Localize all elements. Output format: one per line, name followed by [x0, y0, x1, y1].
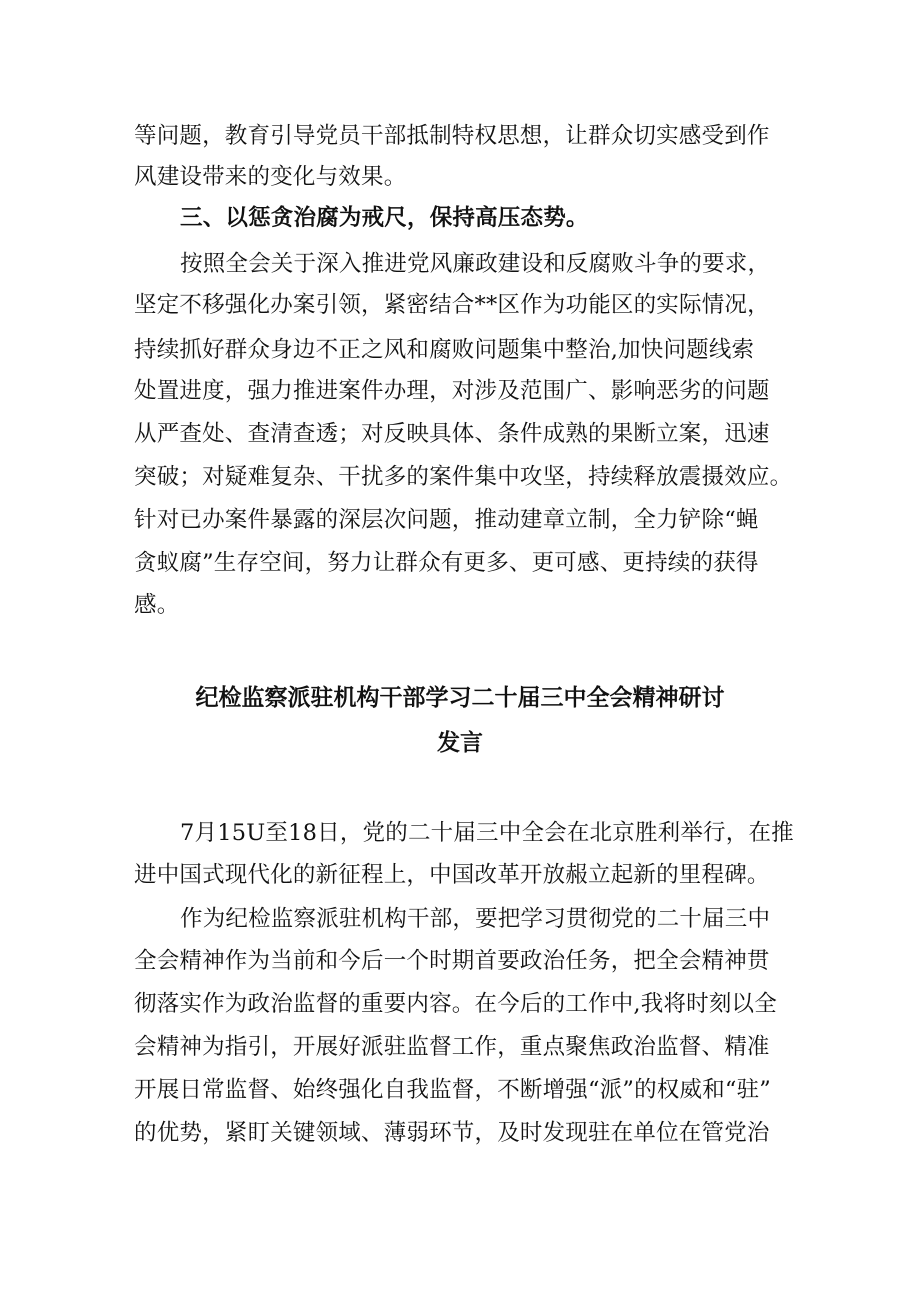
paragraph-line: 风建设带来的变化与效果。	[134, 164, 407, 190]
paragraph-line: 等问题，教育引导党员干部抵制特权思想，让群众切实感受到作	[134, 123, 770, 149]
paragraph-line: 的优势，紧盯关键领域、薄弱环节，及时发现驻在单位在管党治	[134, 1120, 770, 1146]
paragraph-line: 作为纪检监察派驻机构干部，要把学习贯彻党的二十届三中	[180, 906, 771, 932]
paragraph-line: 按照全会关于深入推进党风廉政建设和反腐败斗争的要求，	[180, 251, 771, 277]
paragraph-line: 持续抓好群众身边不正之风和腐败问题集中整治,加快问题线索	[134, 337, 755, 363]
paragraph-line: 进中国式现代化的新征程上，中国改革开放赧立起新的里程碑。	[134, 862, 770, 888]
paragraph-line: 处置进度，强力推进案件办理，对涉及范围广、影响恶劣的问题	[134, 378, 770, 404]
article-title: 纪检监察派驻机构干部学习二十届三中全会精神研讨	[195, 684, 725, 711]
paragraph-line: 贪蚁腐”生存空间，努力让群众有更多、更可感、更持续的获得	[134, 550, 759, 576]
paragraph-line: 突破；对疑难复杂、干扰多的案件集中攻坚，持续释放震摄效应。	[134, 464, 793, 490]
paragraph-line: 感。	[134, 592, 180, 618]
paragraph-line: 全会精神作为当前和今后一个时期首要政治任务，把全会精神贯	[134, 948, 770, 974]
section-heading: 三、以惩贪治腐为戒尺，保持高压态势。	[180, 205, 589, 231]
paragraph-line: 开展日常监督、始终强化自我监督，不断增强“派”的权威和“驻”	[134, 1077, 772, 1103]
paragraph-line: 会精神为指引，开展好派驻监督工作，重点聚焦政治监督、精准	[134, 1034, 770, 1060]
paragraph-line: 针对已办案件暴露的深层次问题，推动建章立制，全力铲除“蝇	[134, 507, 759, 533]
paragraph-line: 从严查处、查清查透；对反映具体、条件成熟的果断立案，迅速	[134, 421, 770, 447]
article-title-continued: 发言	[437, 729, 483, 756]
paragraph-line: 彻落实作为政治监督的重要内容。在今后的工作中,我将时刻以全	[134, 991, 777, 1017]
paragraph-line: 7月15U至18日，党的二十届三中全会在北京胜利举行，在推	[180, 820, 794, 846]
paragraph-line: 坚定不移强化办案引领，紧密结合**区作为功能区的实际情况，	[134, 292, 770, 318]
